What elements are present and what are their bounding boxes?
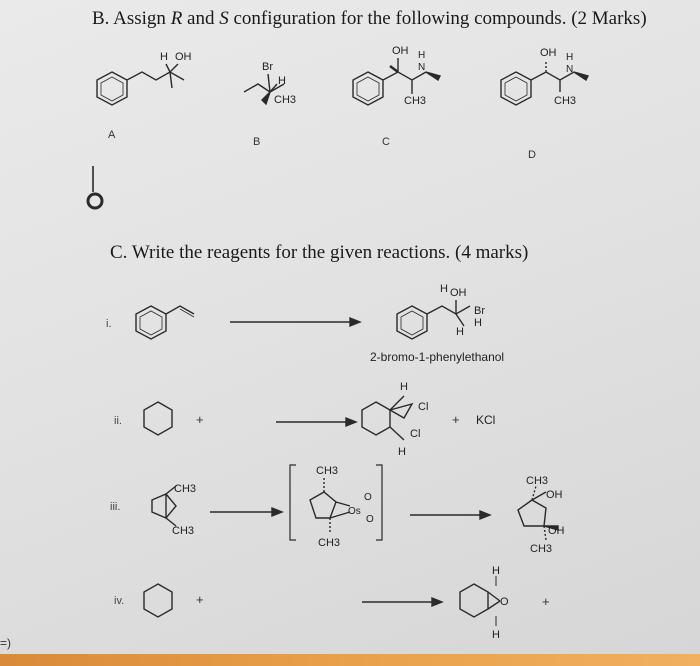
compound-letter-d: D — [528, 149, 536, 161]
label-h: H — [278, 75, 286, 87]
reaction-iv — [114, 565, 550, 641]
label-ch3: CH3 — [316, 465, 339, 477]
label-o: O — [500, 596, 509, 608]
label-oh: OH — [450, 287, 467, 299]
label-n: N — [418, 62, 426, 73]
label-n: N — [566, 64, 574, 75]
label-ch3: CH3 — [172, 525, 195, 537]
label-br: Br — [474, 305, 485, 317]
section-b-heading: B. Assign R and S configuration for the following compounds. (2 Marks) — [92, 8, 647, 29]
label-ch3: CH3 — [318, 537, 341, 549]
label-h: H — [492, 565, 500, 577]
compound-letter-c: C — [382, 136, 390, 148]
label-h: H — [456, 326, 464, 338]
label-ch3: CH3 — [274, 94, 297, 106]
reaction-iii — [110, 465, 565, 555]
compound-letter-b: B — [253, 136, 261, 148]
label-o: O — [366, 514, 374, 525]
label-h: H — [400, 381, 408, 393]
reaction-number: iv. — [114, 595, 125, 607]
label-ch3: CH3 — [554, 95, 577, 107]
label-oh: OH — [175, 51, 192, 63]
reaction-i — [106, 283, 504, 364]
label-oh: OH — [540, 47, 557, 59]
label-h: H — [566, 52, 574, 63]
label-oh: OH — [392, 45, 409, 57]
edge-mark: =) — [0, 636, 12, 650]
reaction-number: i. — [106, 318, 112, 330]
compound-a — [97, 51, 192, 141]
label-oh: OH — [548, 525, 565, 537]
reaction-number: ii. — [114, 415, 122, 427]
compound-c — [353, 45, 440, 148]
compound-d — [501, 47, 588, 161]
label-cl: Cl — [410, 428, 421, 440]
label-ch3: CH3 — [530, 543, 553, 555]
label-oh: OH — [546, 489, 563, 501]
reaction-number: iii. — [110, 501, 121, 513]
label-ch3: CH3 — [526, 475, 549, 487]
plus-sign: + — [196, 592, 204, 607]
label-ch3: CH3 — [404, 95, 427, 107]
label-h: H — [398, 446, 406, 458]
reaction-ii — [114, 381, 495, 458]
byproduct-kcl: KCl — [476, 413, 496, 427]
label-cl: Cl — [418, 401, 429, 413]
plus-sign: + — [196, 412, 204, 427]
product-name: 2-bromo-1-phenylethanol — [370, 350, 505, 364]
label-h: H — [440, 283, 448, 295]
label-ch3: CH3 — [174, 483, 197, 495]
section-c-heading: C. Write the reagents for the given reactions. (4 marks) — [110, 242, 529, 263]
label-h: H — [418, 50, 426, 61]
bottom-bar — [0, 654, 700, 666]
label-h: H — [492, 629, 500, 641]
compound-letter-a: A — [108, 129, 116, 141]
plus-sign: + — [542, 594, 550, 609]
label-os: Os — [348, 506, 361, 517]
label-br: Br — [262, 61, 273, 73]
label-h: H — [474, 317, 482, 329]
label-o: O — [364, 492, 372, 503]
handwritten-mark — [88, 166, 102, 208]
label-h: H — [160, 51, 168, 63]
compound-b — [244, 61, 296, 148]
plus-sign: + — [452, 412, 460, 427]
